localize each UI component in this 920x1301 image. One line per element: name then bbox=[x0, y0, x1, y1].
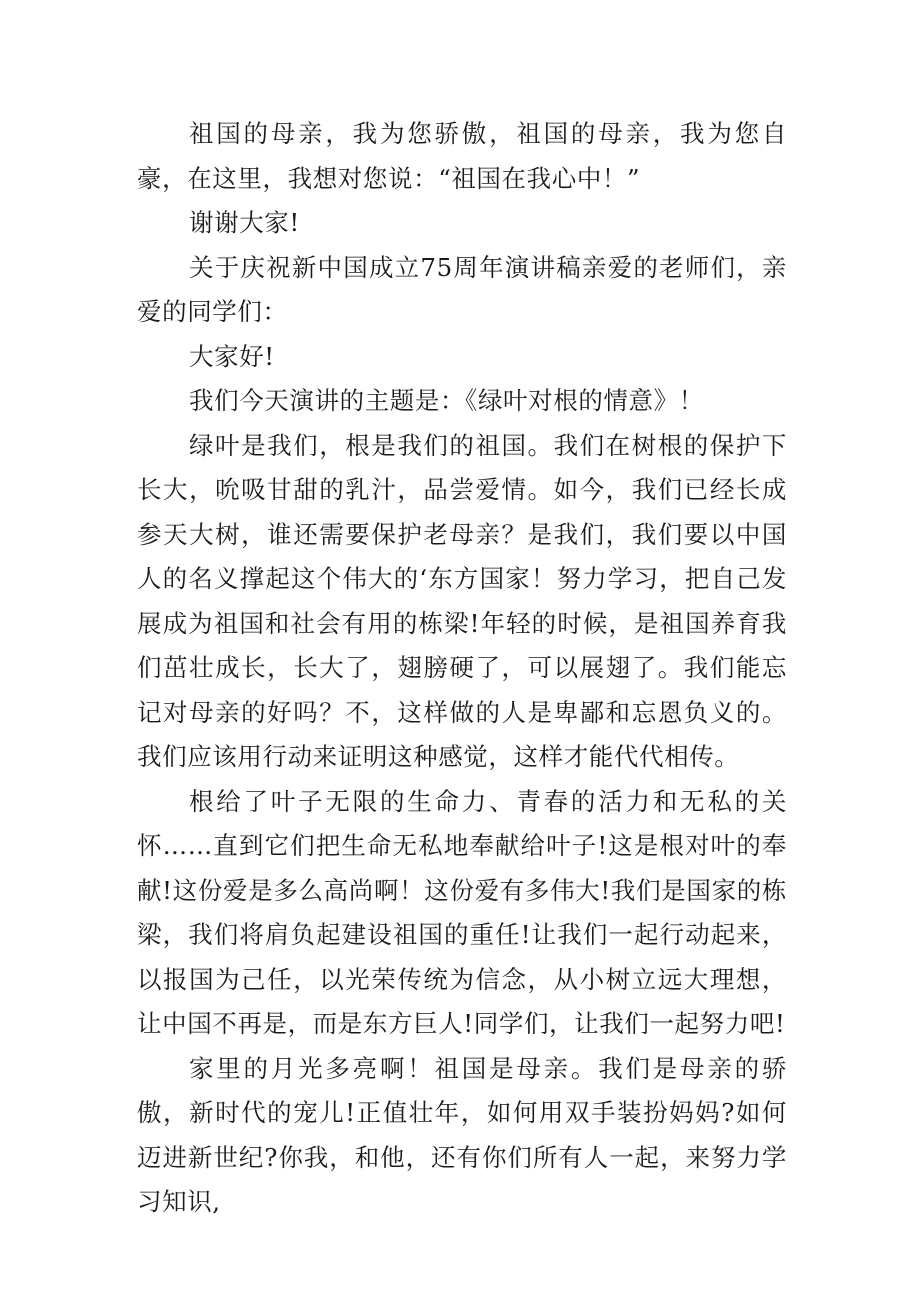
paragraph-motherland-pride: 祖国的母亲，我为您骄傲，祖国的母亲，我为您自豪，在这里，我想对您说：“祖国在我心中！” bbox=[137, 119, 787, 193]
paragraph-hello: 大家好! bbox=[189, 341, 275, 371]
paragraph-roots-gift: 根给了叶子无限的生命力、青春的活力和无私的关怀……直到它们把生命无私地奉献给叶子!这是根对叶的奉献!这份爱是多么高尚啊！这份爱有多伟大!我们是国家的栋梁，我们将肩负起建设祖国的重任!让我们一起行动起来，以报国为己任，以光荣传统为信念，从小树立远大理想，让中国不再是，而是东方巨人!同学们，让我们一起努力吧! bbox=[137, 786, 787, 1038]
paragraph-green-leaves: 绿叶是我们，根是我们的祖国。我们在树根的保护下长大，吮吸甘甜的乳汁，品尝爱情。如今，我们已经长成参天大树，谁还需要保护老母亲？是我们，我们要以中国人的名义撑起这个伟大的‘东方国家！努力学习，把自己发展成为祖国和社会有用的栋梁!年轻的时候，是祖国养育我们茁壮成长，长大了，翅膀硬了，可以展翅了。我们能忘记对母亲的好吗？不，这样做的人是卑鄙和忘恩负义的。我们应该用行动来证明这种感觉，这样才能代代相传。 bbox=[137, 430, 787, 771]
paragraph-moonlight: 家里的月光多亮啊！祖国是母亲。我们是母亲的骄傲，新时代的宠儿!正值壮年，如何用双手装扮妈妈?如何迈进新世纪?你我，和他，还有你们所有人一起，来努力学习知识, bbox=[137, 1053, 787, 1216]
paragraph-thanks: 谢谢大家! bbox=[189, 208, 300, 237]
paragraph-theme: 我们今天演讲的主题是：《绿叶对根的情意》！ bbox=[189, 386, 704, 415]
document-body bbox=[137, 112, 787, 1225]
paragraph-speech-title-greeting: 关于庆祝新中国成立75周年演讲稿亲爱的老师们，亲爱的同学们： bbox=[137, 252, 787, 326]
